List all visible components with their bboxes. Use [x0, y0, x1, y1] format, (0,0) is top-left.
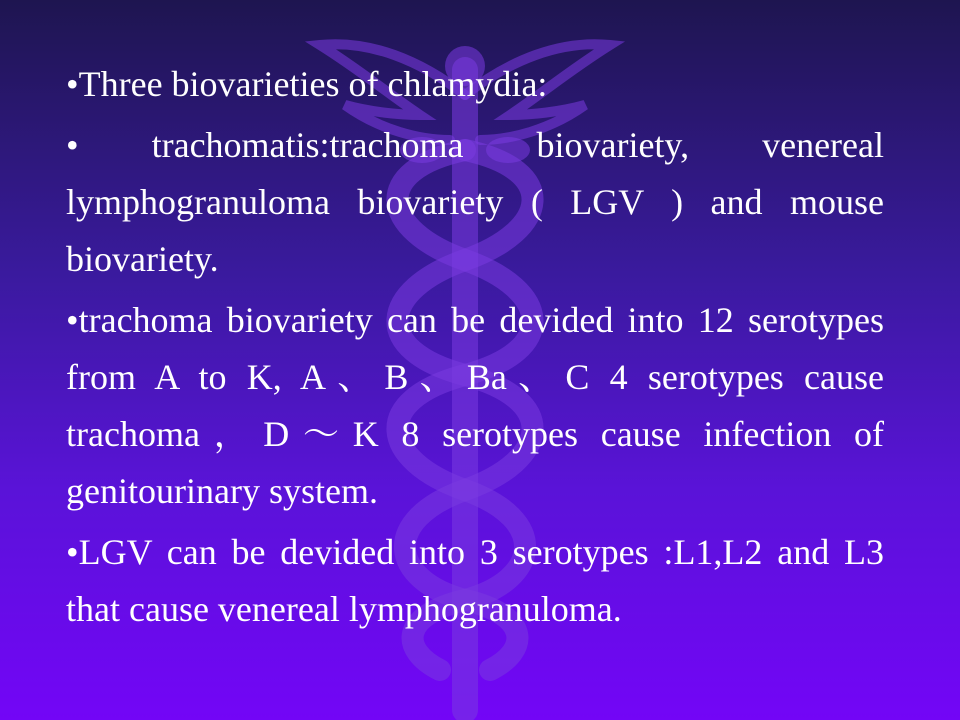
- bullet-marker: •: [66, 125, 79, 165]
- slide-text-block: [66, 56, 884, 638]
- paragraph-text: trachomatis:trachoma biovariety, venereal lymphogranuloma biovariety ( LGV ) and mouse biovariety.: [66, 125, 884, 279]
- paragraph-text: LGV can be devided into 3 serotypes :L1,L2 and L3 that cause venereal lymphogranuloma.: [66, 532, 884, 629]
- paragraph-trachomatis: [66, 117, 884, 288]
- bullet-marker: •: [66, 64, 79, 104]
- bullet-marker: •: [66, 532, 79, 572]
- paragraph-biovarieties-heading: [66, 56, 884, 113]
- paragraph-trachoma-serotypes: [66, 292, 884, 520]
- paragraph-lgv-serotypes: [66, 524, 884, 638]
- paragraph-text: Three biovarieties of chlamydia:: [78, 64, 548, 104]
- bullet-marker: •: [66, 300, 79, 340]
- paragraph-text: trachoma biovariety can be devided into 12 serotypes from A to K, A、B、Ba、C 4 serotypes cause trachoma，D～K 8 serotypes cause infection of genitourinary system.: [66, 300, 884, 511]
